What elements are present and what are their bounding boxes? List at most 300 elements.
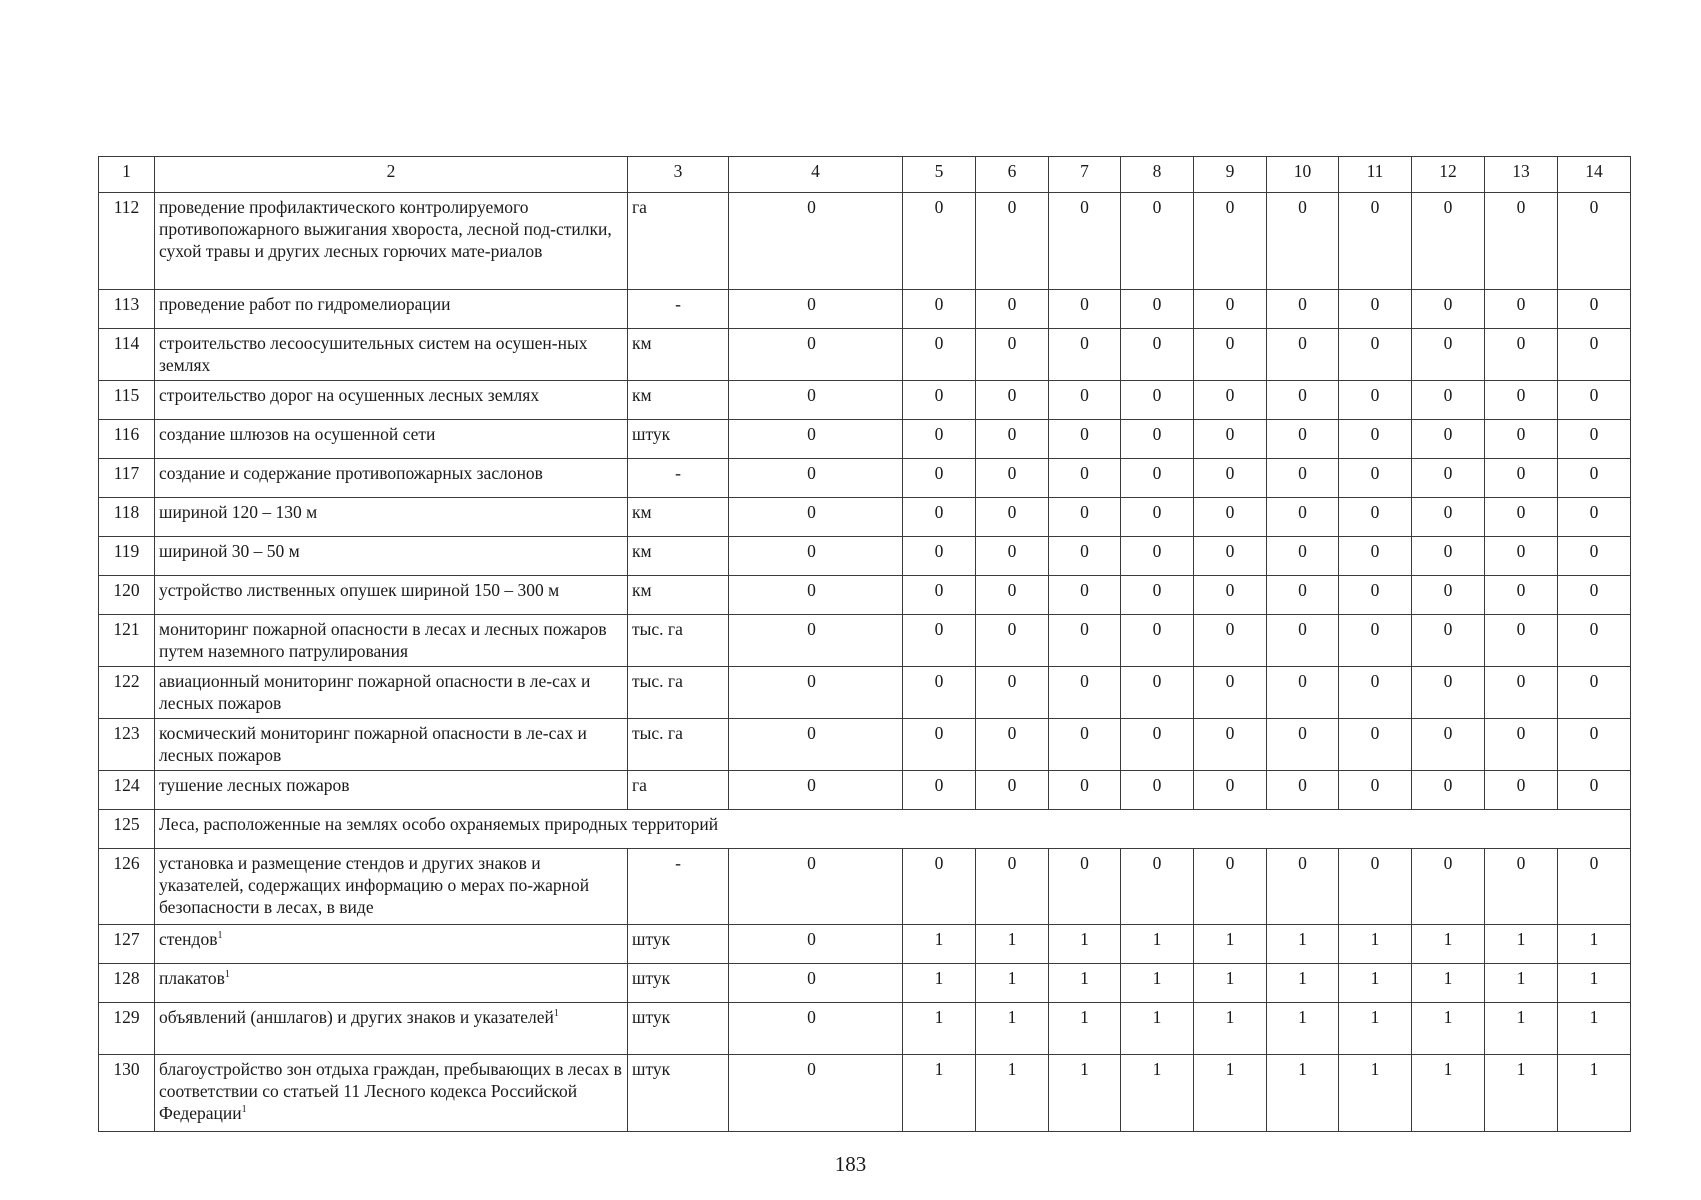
- row-unit: тыс. га: [628, 615, 729, 667]
- value-cell: 0: [976, 193, 1049, 290]
- value-cell: 0: [1339, 771, 1412, 810]
- value-cell: 0: [976, 498, 1049, 537]
- row-number: 130: [99, 1055, 155, 1132]
- value-cell: 1: [1194, 964, 1267, 1003]
- row-description: [155, 381, 628, 420]
- value-cell: 0: [729, 667, 903, 719]
- description-text: объявлений (аншлагов) и других знаков и указателей: [159, 1007, 554, 1027]
- row-number: 122: [99, 667, 155, 719]
- value-cell: 0: [1558, 420, 1631, 459]
- value-cell: 0: [1339, 719, 1412, 771]
- description-text: устройство лиственных опушек шириной 150 – 300 м: [159, 580, 560, 600]
- row-number: 117: [99, 459, 155, 498]
- row-number: 113: [99, 290, 155, 329]
- table-row: [99, 719, 1631, 771]
- value-cell: 1: [1412, 1055, 1485, 1132]
- value-cell: 0: [976, 849, 1049, 925]
- row-number: 128: [99, 964, 155, 1003]
- value-cell: 0: [1194, 719, 1267, 771]
- value-cell: 0: [1049, 290, 1121, 329]
- value-cell: 1: [1049, 964, 1121, 1003]
- value-cell: 0: [1485, 459, 1558, 498]
- column-header: 3: [628, 157, 729, 193]
- value-cell: 0: [1049, 537, 1121, 576]
- row-description: [155, 849, 628, 925]
- row-description: [155, 667, 628, 719]
- value-cell: 0: [729, 329, 903, 381]
- value-cell: 0: [1412, 667, 1485, 719]
- row-number: 123: [99, 719, 155, 771]
- value-cell: 0: [1412, 193, 1485, 290]
- column-header: 13: [1485, 157, 1558, 193]
- value-cell: 0: [1194, 576, 1267, 615]
- table-row: [99, 420, 1631, 459]
- value-cell: 0: [976, 329, 1049, 381]
- value-cell: 0: [1194, 498, 1267, 537]
- value-cell: 0: [903, 381, 976, 420]
- value-cell: 0: [976, 615, 1049, 667]
- value-cell: 0: [903, 290, 976, 329]
- value-cell: 1: [1267, 1055, 1339, 1132]
- value-cell: 0: [976, 537, 1049, 576]
- row-number: 120: [99, 576, 155, 615]
- value-cell: 0: [1267, 420, 1339, 459]
- value-cell: 0: [1339, 193, 1412, 290]
- value-cell: 0: [1267, 615, 1339, 667]
- value-cell: 0: [1121, 849, 1194, 925]
- value-cell: 0: [1412, 329, 1485, 381]
- value-cell: 0: [1121, 719, 1194, 771]
- table-row: [99, 537, 1631, 576]
- value-cell: 0: [1267, 771, 1339, 810]
- value-cell: 0: [903, 719, 976, 771]
- value-cell: 0: [1049, 719, 1121, 771]
- table-row: [99, 964, 1631, 1003]
- description-text: создание шлюзов на осушенной сети: [159, 424, 436, 444]
- value-cell: 0: [976, 771, 1049, 810]
- description-text: проведение профилактического контролируемого противопожарного выжигания хвороста, лесной под-стилки, сухой травы и других лесных горючих мате-риалов: [159, 197, 612, 261]
- value-cell: 1: [1339, 964, 1412, 1003]
- value-cell: 0: [903, 537, 976, 576]
- value-cell: 0: [1339, 576, 1412, 615]
- value-cell: 0: [1267, 719, 1339, 771]
- value-cell: 0: [1412, 537, 1485, 576]
- row-description: [155, 925, 628, 964]
- value-cell: 0: [1412, 615, 1485, 667]
- value-cell: 0: [1121, 498, 1194, 537]
- value-cell: 0: [729, 459, 903, 498]
- value-cell: 0: [1049, 420, 1121, 459]
- value-cell: 1: [1121, 1003, 1194, 1055]
- value-cell: 1: [1267, 964, 1339, 1003]
- value-cell: 1: [1121, 925, 1194, 964]
- page-number: 183: [834, 1152, 867, 1176]
- description-text: благоустройство зон отдыха граждан, пребывающих в лесах в соответствии со статьей 11 Лесного кодекса Российской Федерации: [159, 1059, 622, 1123]
- value-cell: 0: [729, 771, 903, 810]
- value-cell: 1: [1485, 964, 1558, 1003]
- value-cell: 0: [976, 576, 1049, 615]
- table-row: [99, 1055, 1631, 1132]
- value-cell: 0: [729, 381, 903, 420]
- row-number: 112: [99, 193, 155, 290]
- value-cell: 0: [729, 420, 903, 459]
- value-cell: 0: [976, 719, 1049, 771]
- value-cell: 1: [903, 925, 976, 964]
- row-unit: -: [628, 849, 729, 925]
- value-cell: 0: [1412, 420, 1485, 459]
- value-cell: 0: [1194, 329, 1267, 381]
- table-row: [99, 667, 1631, 719]
- row-unit: -: [628, 459, 729, 498]
- value-cell: 0: [1267, 459, 1339, 498]
- value-cell: 0: [729, 193, 903, 290]
- value-cell: 0: [1485, 849, 1558, 925]
- value-cell: 1: [1339, 1055, 1412, 1132]
- row-number: 121: [99, 615, 155, 667]
- row-unit: км: [628, 329, 729, 381]
- value-cell: 0: [1412, 290, 1485, 329]
- value-cell: 0: [729, 498, 903, 537]
- value-cell: 0: [1485, 290, 1558, 329]
- value-cell: 0: [1121, 459, 1194, 498]
- value-cell: 0: [903, 849, 976, 925]
- row-description: [155, 719, 628, 771]
- value-cell: 0: [1121, 537, 1194, 576]
- value-cell: 0: [1121, 771, 1194, 810]
- value-cell: 1: [976, 1055, 1049, 1132]
- row-number: 129: [99, 1003, 155, 1055]
- column-header: 4: [729, 157, 903, 193]
- footnote-marker: 1: [217, 930, 223, 942]
- description-text: тушение лесных пожаров: [159, 775, 350, 795]
- value-cell: 0: [1267, 290, 1339, 329]
- value-cell: 0: [1485, 576, 1558, 615]
- row-number: 114: [99, 329, 155, 381]
- value-cell: 0: [1558, 459, 1631, 498]
- row-unit: -: [628, 290, 729, 329]
- value-cell: 0: [976, 459, 1049, 498]
- value-cell: 1: [1049, 1003, 1121, 1055]
- value-cell: 1: [1121, 964, 1194, 1003]
- value-cell: 0: [1121, 667, 1194, 719]
- value-cell: 0: [729, 719, 903, 771]
- value-cell: 0: [1194, 771, 1267, 810]
- value-cell: 0: [1558, 290, 1631, 329]
- value-cell: 0: [1121, 193, 1194, 290]
- row-number: 115: [99, 381, 155, 420]
- value-cell: 0: [1339, 290, 1412, 329]
- table-body: [99, 193, 1631, 1132]
- value-cell: 1: [1194, 1003, 1267, 1055]
- value-cell: 0: [1339, 420, 1412, 459]
- value-cell: 0: [903, 615, 976, 667]
- row-number: 124: [99, 771, 155, 810]
- section-row: [99, 810, 1631, 849]
- value-cell: 1: [976, 964, 1049, 1003]
- value-cell: 0: [1412, 771, 1485, 810]
- value-cell: 1: [903, 964, 976, 1003]
- value-cell: 0: [1049, 329, 1121, 381]
- value-cell: 0: [1485, 381, 1558, 420]
- row-description: [155, 1055, 628, 1132]
- description-text: космический мониторинг пожарной опасности в ле-сах и лесных пожаров: [159, 723, 587, 765]
- value-cell: 0: [903, 459, 976, 498]
- description-text: шириной 30 – 50 м: [159, 541, 300, 561]
- value-cell: 0: [1049, 459, 1121, 498]
- data-table: [98, 156, 1631, 1132]
- value-cell: 1: [1267, 925, 1339, 964]
- value-cell: 0: [1412, 498, 1485, 537]
- value-cell: 1: [1558, 1055, 1631, 1132]
- value-cell: 1: [903, 1003, 976, 1055]
- value-cell: 0: [729, 964, 903, 1003]
- column-header: 7: [1049, 157, 1121, 193]
- value-cell: 1: [1558, 964, 1631, 1003]
- table-row: [99, 1003, 1631, 1055]
- value-cell: 0: [1339, 849, 1412, 925]
- row-description: [155, 329, 628, 381]
- row-unit: га: [628, 193, 729, 290]
- value-cell: 0: [1485, 719, 1558, 771]
- table-row: [99, 498, 1631, 537]
- value-cell: 1: [1194, 1055, 1267, 1132]
- row-unit: штук: [628, 925, 729, 964]
- table-row: [99, 381, 1631, 420]
- value-cell: 0: [1485, 615, 1558, 667]
- row-number: 126: [99, 849, 155, 925]
- value-cell: 0: [1339, 498, 1412, 537]
- column-header: 2: [155, 157, 628, 193]
- value-cell: 0: [903, 420, 976, 459]
- row-unit: штук: [628, 964, 729, 1003]
- value-cell: 1: [1121, 1055, 1194, 1132]
- description-text: строительство лесоосушительных систем на осушен-ных землях: [159, 333, 588, 375]
- value-cell: 0: [1485, 537, 1558, 576]
- value-cell: 1: [1485, 1055, 1558, 1132]
- value-cell: 0: [1194, 849, 1267, 925]
- value-cell: 0: [1558, 498, 1631, 537]
- description-text: создание и содержание противопожарных заслонов: [159, 463, 543, 483]
- table-header-row: [99, 157, 1631, 193]
- value-cell: 0: [1267, 498, 1339, 537]
- value-cell: 0: [1049, 849, 1121, 925]
- description-text: установка и размещение стендов и других знаков и указателей, содержащих информацию о мерах по-жарной безопасности в лесах, в виде: [159, 853, 590, 917]
- column-header: 5: [903, 157, 976, 193]
- description-text: авиационный мониторинг пожарной опасности в ле-сах и лесных пожаров: [159, 671, 591, 713]
- value-cell: 0: [1485, 420, 1558, 459]
- value-cell: 0: [1558, 771, 1631, 810]
- value-cell: 0: [976, 381, 1049, 420]
- value-cell: 0: [1121, 615, 1194, 667]
- row-description: [155, 964, 628, 1003]
- row-unit: км: [628, 381, 729, 420]
- row-description: [155, 420, 628, 459]
- value-cell: 1: [976, 1003, 1049, 1055]
- value-cell: 0: [1558, 193, 1631, 290]
- value-cell: 0: [1267, 537, 1339, 576]
- value-cell: 0: [1267, 193, 1339, 290]
- value-cell: 0: [729, 925, 903, 964]
- value-cell: 1: [1485, 1003, 1558, 1055]
- value-cell: 0: [1558, 329, 1631, 381]
- value-cell: 1: [1558, 925, 1631, 964]
- value-cell: 0: [1558, 667, 1631, 719]
- value-cell: 0: [976, 290, 1049, 329]
- value-cell: 1: [1194, 925, 1267, 964]
- value-cell: 0: [1049, 381, 1121, 420]
- row-unit: км: [628, 537, 729, 576]
- column-header: 6: [976, 157, 1049, 193]
- row-unit: тыс. га: [628, 719, 729, 771]
- value-cell: 0: [729, 290, 903, 329]
- row-description: [155, 290, 628, 329]
- value-cell: 0: [976, 667, 1049, 719]
- value-cell: 0: [1412, 576, 1485, 615]
- table-row: [99, 615, 1631, 667]
- value-cell: 0: [903, 498, 976, 537]
- row-unit: га: [628, 771, 729, 810]
- value-cell: 0: [903, 329, 976, 381]
- row-description: [155, 537, 628, 576]
- value-cell: 0: [1049, 498, 1121, 537]
- value-cell: 1: [1558, 1003, 1631, 1055]
- value-cell: 0: [1049, 771, 1121, 810]
- row-unit: штук: [628, 1055, 729, 1132]
- value-cell: 0: [1339, 381, 1412, 420]
- row-description: [155, 193, 628, 290]
- column-header: 12: [1412, 157, 1485, 193]
- value-cell: 0: [1049, 615, 1121, 667]
- value-cell: 0: [1558, 576, 1631, 615]
- description-text: строительство дорог на осушенных лесных землях: [159, 385, 540, 405]
- value-cell: 0: [1267, 667, 1339, 719]
- value-cell: 0: [1339, 329, 1412, 381]
- column-header: 9: [1194, 157, 1267, 193]
- column-header: 10: [1267, 157, 1339, 193]
- value-cell: 1: [1049, 925, 1121, 964]
- value-cell: 1: [1485, 925, 1558, 964]
- value-cell: 0: [1412, 719, 1485, 771]
- value-cell: 0: [1049, 193, 1121, 290]
- value-cell: 0: [1339, 459, 1412, 498]
- row-description: [155, 498, 628, 537]
- table-row: [99, 925, 1631, 964]
- value-cell: 0: [1558, 381, 1631, 420]
- value-cell: 1: [1412, 1003, 1485, 1055]
- table-row: [99, 290, 1631, 329]
- value-cell: 0: [1194, 381, 1267, 420]
- row-number: 119: [99, 537, 155, 576]
- value-cell: 0: [1121, 329, 1194, 381]
- table-row: [99, 193, 1631, 290]
- row-unit: км: [628, 576, 729, 615]
- value-cell: 1: [1267, 1003, 1339, 1055]
- value-cell: 0: [1194, 193, 1267, 290]
- value-cell: 1: [1339, 925, 1412, 964]
- value-cell: 1: [1412, 925, 1485, 964]
- column-header: 1: [99, 157, 155, 193]
- value-cell: 0: [1412, 381, 1485, 420]
- value-cell: 0: [1485, 771, 1558, 810]
- value-cell: 0: [903, 667, 976, 719]
- description-text: плакатов: [159, 968, 225, 988]
- value-cell: 0: [1339, 615, 1412, 667]
- value-cell: 1: [1339, 1003, 1412, 1055]
- row-description: [155, 576, 628, 615]
- section-title: Леса, расположенные на землях особо охраняемых природных территорий: [155, 810, 1631, 849]
- value-cell: 0: [1558, 849, 1631, 925]
- row-number: 127: [99, 925, 155, 964]
- value-cell: 0: [1485, 329, 1558, 381]
- row-number: 118: [99, 498, 155, 537]
- table-row: [99, 329, 1631, 381]
- value-cell: 0: [729, 537, 903, 576]
- value-cell: 0: [1121, 290, 1194, 329]
- value-cell: 0: [1049, 576, 1121, 615]
- value-cell: 0: [976, 420, 1049, 459]
- value-cell: 0: [903, 576, 976, 615]
- value-cell: 0: [1267, 381, 1339, 420]
- value-cell: 0: [1194, 420, 1267, 459]
- value-cell: 0: [1339, 667, 1412, 719]
- value-cell: 0: [1121, 381, 1194, 420]
- description-text: мониторинг пожарной опасности в лесах и лесных пожаров путем наземного патрулирования: [159, 619, 607, 661]
- row-number: 125: [99, 810, 155, 849]
- table-row: [99, 576, 1631, 615]
- value-cell: 0: [1194, 667, 1267, 719]
- value-cell: 0: [1558, 719, 1631, 771]
- row-description: [155, 1003, 628, 1055]
- value-cell: 0: [1412, 459, 1485, 498]
- row-unit: км: [628, 498, 729, 537]
- value-cell: 0: [1121, 420, 1194, 459]
- description-text: проведение работ по гидромелиорации: [159, 294, 451, 314]
- column-header: 14: [1558, 157, 1631, 193]
- column-header: 11: [1339, 157, 1412, 193]
- value-cell: 0: [1339, 537, 1412, 576]
- footnote-marker: 1: [553, 1008, 559, 1020]
- value-cell: 0: [903, 193, 976, 290]
- value-cell: 0: [1049, 667, 1121, 719]
- row-unit: штук: [628, 1003, 729, 1055]
- value-cell: 0: [903, 771, 976, 810]
- value-cell: 1: [1412, 964, 1485, 1003]
- value-cell: 0: [729, 1003, 903, 1055]
- row-number: 116: [99, 420, 155, 459]
- value-cell: 0: [1194, 290, 1267, 329]
- table-row: [99, 771, 1631, 810]
- value-cell: 1: [903, 1055, 976, 1132]
- row-description: [155, 459, 628, 498]
- value-cell: 0: [1267, 849, 1339, 925]
- footnote-marker: 1: [241, 1103, 247, 1115]
- value-cell: 0: [1194, 537, 1267, 576]
- column-header: 8: [1121, 157, 1194, 193]
- table-row: [99, 849, 1631, 925]
- value-cell: 0: [1121, 576, 1194, 615]
- row-unit: штук: [628, 420, 729, 459]
- value-cell: 0: [1267, 576, 1339, 615]
- value-cell: 0: [1485, 498, 1558, 537]
- value-cell: 0: [729, 615, 903, 667]
- row-description: [155, 771, 628, 810]
- row-description: [155, 615, 628, 667]
- description-text: шириной 120 – 130 м: [159, 502, 318, 522]
- value-cell: 0: [1485, 667, 1558, 719]
- value-cell: 0: [1194, 459, 1267, 498]
- value-cell: 1: [1049, 1055, 1121, 1132]
- row-unit: тыс. га: [628, 667, 729, 719]
